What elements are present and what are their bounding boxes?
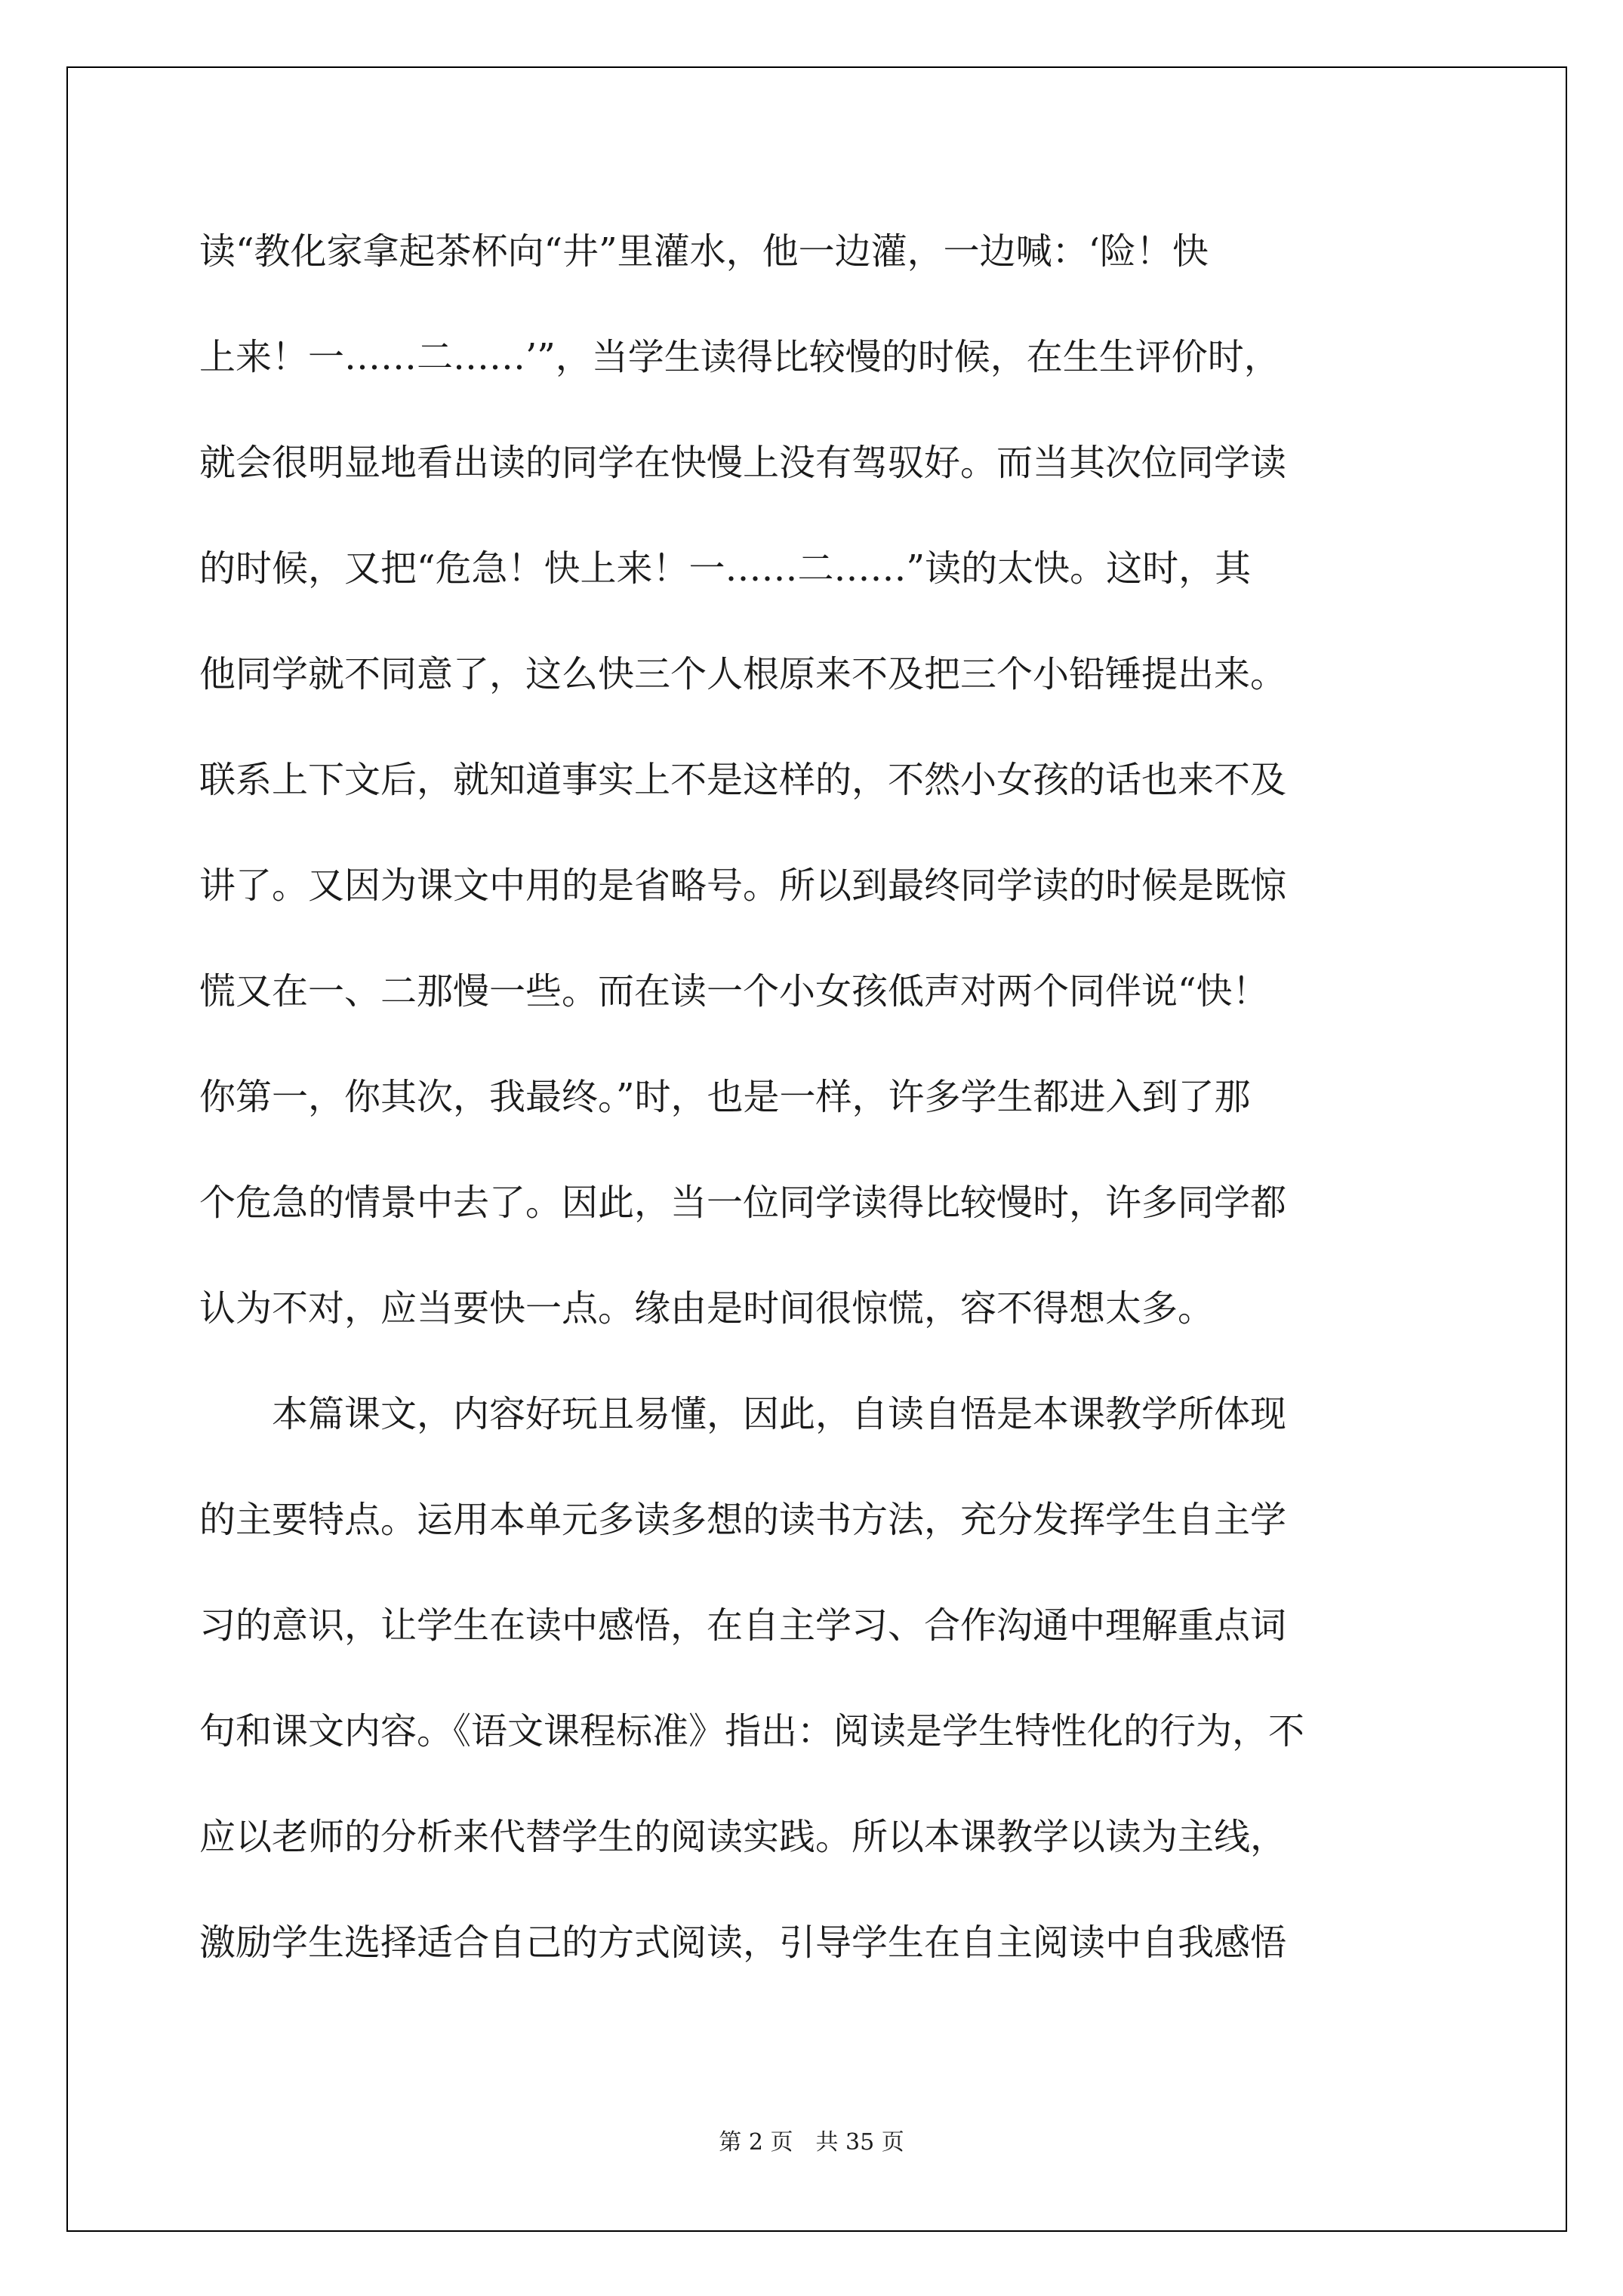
text-line: 应以老师的分析来代替学生的阅读实践。所以本课教学以读为主线，: [199, 1816, 1287, 1858]
text-line: 读“教化家拿起茶杯向“井”里灌水，他一边灌，一边喊：‘险！快: [199, 230, 1209, 273]
text-line: 习的意识，让学生在读中感悟，在自主学习、合作沟通中理解重点词: [199, 1604, 1287, 1647]
text-line: 讲了。又因为课文中用的是省略号。所以到最终同学读的时候是既惊: [199, 864, 1287, 907]
text-line: 的主要特点。运用本单元多读多想的读书方法，充分发挥学生自主学: [199, 1499, 1287, 1541]
text-line: 慌又在一、二那慢一些。而在读一个小女孩低声对两个同伴说“快！: [199, 970, 1269, 1012]
text-line: 的时候，又把“危急！快上来！一……二……”读的太快。这时，其: [199, 547, 1252, 590]
page-number-footer: 第 2 页 共 35 页: [719, 2129, 904, 2156]
text-line: 就会很明显地看出读的同学在快慢上没有驾驭好。而当其次位同学读: [199, 442, 1287, 484]
paragraph-start-line: 本篇课文，内容好玩且易懂，因此，自读自悟是本课教学所体现: [199, 1393, 1287, 1435]
text-line: 激励学生选择适合自己的方式阅读，引导学生在自主阅读中自我感悟: [199, 1922, 1287, 1964]
text-line: 联系上下文后，就知道事实上不是这样的，不然小女孩的话也来不及: [199, 759, 1287, 801]
text-line: 你第一，你其次，我最终。”时，也是一样，许多学生都进入到了那: [199, 1076, 1251, 1118]
text-line: 认为不对，应当要快一点。缘由是时间很惊慌，容不得想太多。: [199, 1287, 1215, 1330]
text-line: 个危急的情景中去了。因此，当一位同学读得比较慢时，许多同学都: [199, 1182, 1287, 1224]
text-line: 句和课文内容。《语文课程标准》指出：阅读是学生特性化的行为，不: [199, 1710, 1305, 1752]
text-line: 上来！一……二……’”，当学生读得比较慢的时候，在生生评价时，: [199, 336, 1280, 378]
text-line: 他同学就不同意了，这么快三个人根原来不及把三个小铅锤提出来。: [199, 653, 1287, 695]
document-body: [199, 219, 1437, 2016]
